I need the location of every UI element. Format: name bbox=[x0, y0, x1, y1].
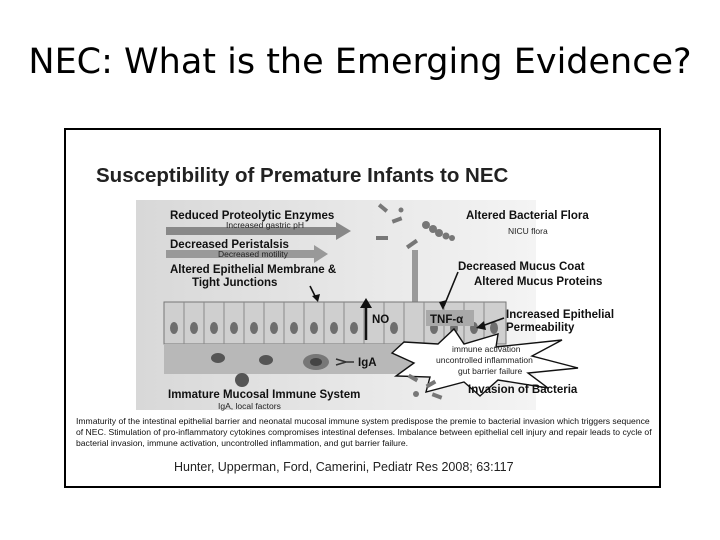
label-immune: Immature Mucosal Immune System bbox=[168, 389, 361, 401]
label-invasion: Invasion of Bacteria bbox=[468, 384, 578, 396]
figure-citation: Hunter, Upperman, Ford, Camerini, Pediatr Res 2008; 63:117 bbox=[174, 460, 514, 474]
label-motility: Decreased motility bbox=[218, 249, 288, 259]
label-flora: Altered Bacterial Flora bbox=[466, 210, 589, 222]
label-permeability-2: Permeability bbox=[506, 322, 575, 334]
label-iga: IgA bbox=[358, 357, 377, 369]
label-immune-sub: IgA, local factors bbox=[218, 401, 281, 411]
label-proteolytic: Reduced Proteolytic Enzymes bbox=[170, 210, 335, 222]
burst-line-1: immune activation bbox=[452, 344, 521, 354]
burst-line-3: gut barrier failure bbox=[458, 366, 523, 376]
slide-title: NEC: What is the Emerging Evidence? bbox=[28, 42, 692, 82]
figure-caption: Immaturity of the intestinal epithelial barrier and neonatal mucosal immune system predispose the premie to bacterial invasion which triggers sequence of NEC. Stimulation of pro-inflammatory cytokines compromises intestinal defenses. Imbalance between epithelial cell injury and repair leads to cycle of bacterial invasion, immune activation, uncontrolled inflammation, and gut barrier failure. bbox=[76, 416, 652, 448]
label-nicu: NICU flora bbox=[508, 226, 548, 236]
figure-title: Susceptibility of Premature Infants to NEC bbox=[96, 164, 509, 187]
label-mucus-coat: Decreased Mucus Coat bbox=[458, 261, 585, 273]
nec-figure bbox=[64, 128, 661, 488]
label-mucus-proteins: Altered Mucus Proteins bbox=[474, 276, 603, 288]
label-gastric-ph: Increased gastric pH bbox=[226, 220, 304, 230]
label-epithelial-1: Altered Epithelial Membrane & bbox=[170, 264, 337, 276]
label-permeability-1: Increased Epithelial bbox=[506, 309, 615, 321]
label-epithelial-2: Tight Junctions bbox=[192, 277, 278, 289]
tnf-marker: TNF-α bbox=[430, 314, 464, 326]
no-marker: NO bbox=[372, 314, 390, 326]
burst-line-2: uncontrolled inflammation bbox=[436, 355, 533, 365]
label-peristalsis: Decreased Peristalsis bbox=[170, 239, 289, 251]
